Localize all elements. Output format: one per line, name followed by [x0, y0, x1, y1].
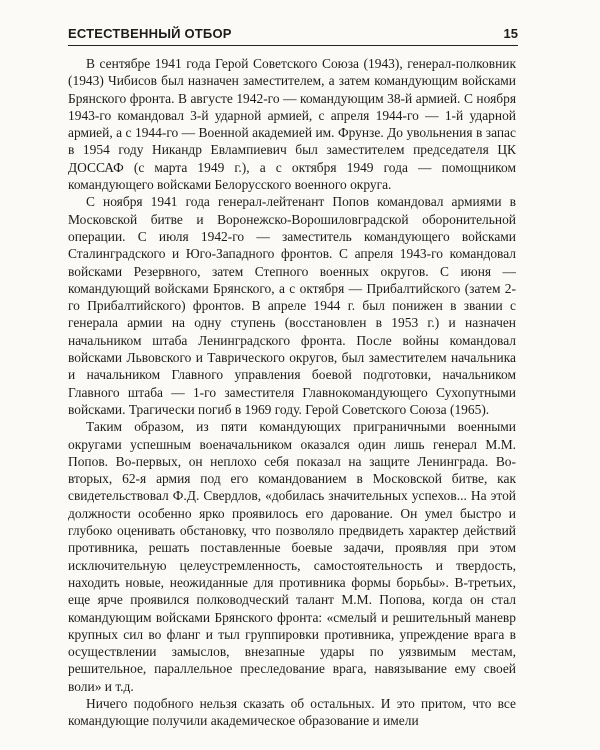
- body-text: [68, 55, 516, 730]
- running-title: ЕСТЕСТВЕННЫЙ ОТБОР: [68, 26, 232, 41]
- paragraph-chibisov: В сентябре 1941 года Герой Советского Союза (1943), генерал-полковник (1943) Чибисов был назначен заместителем, а затем командующим войсками Брянского фронта. В августе 1942-го — командующим 38-й армией. С ноября 1943-го командовал 3-й ударной армией, с апреля 1944-го — 1-й ударной армией, а с 1944-го — Военной академией им. Фрунзе. До увольнения в запас в 1954 году Никандр Евлампиевич был заместителем председателя ЦК ДОССАФ (с марта 1949 г.), а с октября 1949 года — помощником командующего войсками Белорусского военного округа.: [68, 56, 516, 193]
- running-header: [68, 26, 518, 46]
- paragraph-popov: С ноября 1941 года генерал-лейтенант Попов командовал армиями в Московской битве и Воронежско-Ворошиловградской оборонительной операции. С июля 1942-го — заместитель командующего войсками Сталинградского и Юго-Западного фронтов. С апреля 1943-го командовал войсками Резервного, затем Степного военных округов. С июня — командующий войсками Брянского, а с октября — Прибалтийского (затем 2-го Прибалтийского) фронтов. В апреле 1944 г. был понижен в звании с генерала армии на одну ступень (восстановлен в 1953 г.) и назначен начальником штаба Ленинградского фронта. После войны командовал войсками Львовского и Таврического округов, был заместителем начальника и начальником Главного управления боевой подготовки, начальником Главного штаба — 1-го заместителя Главнокомандующего Сухопутными войсками. Трагически погиб в 1969 году. Герой Советского Союза (1965).: [68, 194, 516, 417]
- paragraph-conclusion: Таким образом, из пяти командующих приграничными военными округами успешным военачальником оказался один лишь генерал М.М. Попов. Во-первых, он неплохо себя показал на защите Ленинграда. Во-вторых, 62-я армия под его командованием в Московской битве, как свидетельствовал Ф.Д. Свердлов, «добилась значительных успехов... На этой должности особенно ярко проявилось его дарование. Он умел быстро и глубоко оценивать обстановку, что позволяло предвидеть характер действий противника, решать поставленные боевые задачи, проявляя при этом исключительную целеустремленность, самостоятельность и твердость, находить новые, неожиданные для противника формы борьбы». В-третьих, еще ярче проявился полководческий талант М.М. Попова, когда он стал командующим войсками Брянского фронта: «смелый и решительный маневр крупных сил во фланг и тыл группировки противника, упреждение врага в осуществлении замыслов, внезапные удары по уязвимым местам, решительное, параллельное преследование врага, навязывание ему своей воли» и т.д.: [68, 419, 516, 694]
- page-number: 15: [503, 26, 518, 41]
- paragraph-others: Ничего подобного нельзя сказать об остальных. И это притом, что все командующие получили академическое образование и имели: [68, 695, 516, 729]
